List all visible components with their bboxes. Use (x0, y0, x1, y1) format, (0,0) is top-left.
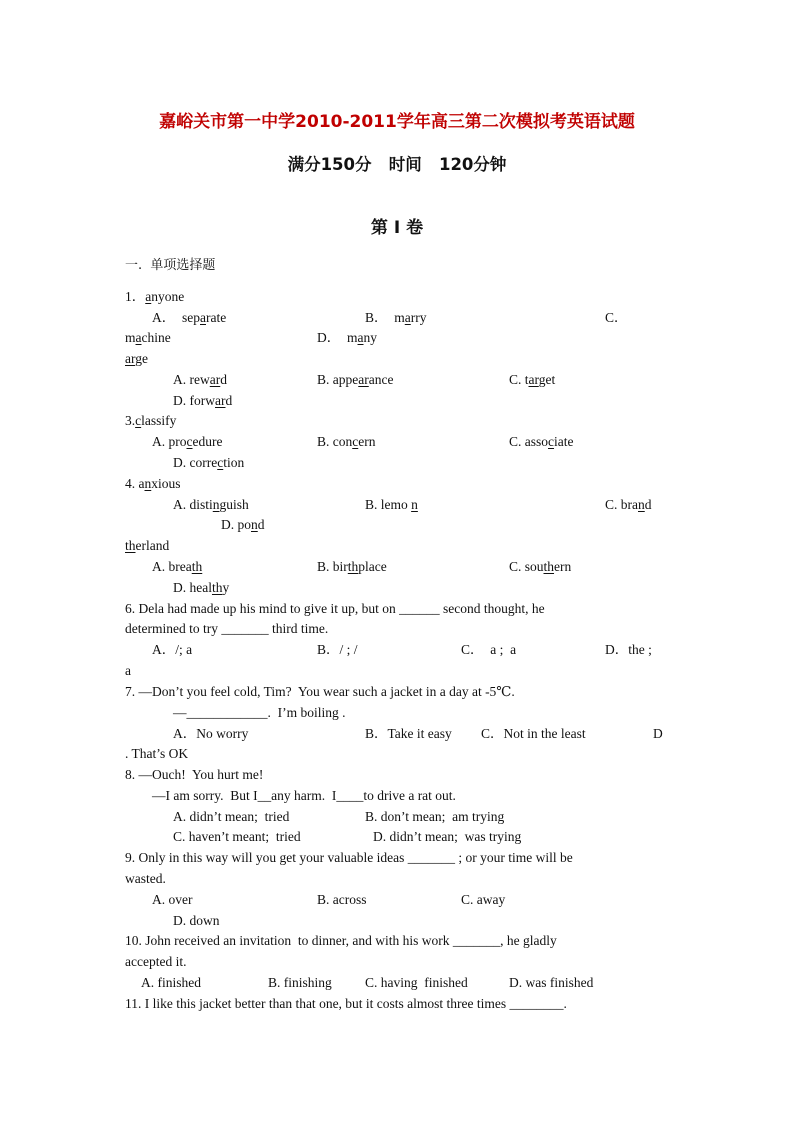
q8-option-b: B. don’t mean; am trying (365, 809, 505, 824)
q10-option-a: A. finished (141, 975, 201, 990)
question-6-line-1: 6. Dela had made up his mind to give it up, but on ______ second thought, he (125, 601, 545, 616)
question-10-line-1: 10. John received an invitation to dinner, and with his work _______, he gladly (125, 933, 557, 948)
q4-option-b: B. lemo n (365, 497, 418, 512)
question-4-stem: 4. anxious (125, 476, 181, 491)
exam-title: 嘉峪关市第一中学2010-2011学年高三第二次模拟考英语试题 (159, 112, 635, 132)
q2-option-d: D. forward (173, 393, 233, 408)
q3-option-d: D. correction (173, 455, 245, 470)
q5-option-c: C. southern (509, 559, 572, 574)
q9-option-b: B. across (317, 892, 367, 907)
question-3-stem: 3.classify (125, 413, 177, 428)
q1-option-c-text: machine (125, 330, 171, 345)
q3-option-a: A. procedure (152, 434, 223, 449)
q4-option-d: D. pond (221, 517, 265, 532)
q5-option-d: D. healthy (173, 580, 230, 595)
q7-option-c: C．Not in the least (481, 726, 586, 741)
q6-option-a: A．/; a (152, 642, 193, 657)
q6-option-c: C． a ; a (461, 642, 517, 657)
q6-option-d: D．the ; (605, 642, 652, 657)
q1-option-b: B． marry (365, 310, 427, 325)
question-10-line-2: accepted it. (125, 954, 187, 969)
question-6-line-2: determined to try _______ third time. (125, 621, 329, 636)
q2-option-a: A. reward (173, 372, 227, 387)
question-8-reply: —I am sorry. But I__any harm. I____to drive a rat out. (152, 788, 456, 803)
q2-option-b: B. appearance (317, 372, 394, 387)
q9-option-d: D. down (173, 913, 220, 928)
q10-option-b: B. finishing (268, 975, 332, 990)
q10-option-c: C. having finished (365, 975, 468, 990)
q1-option-d: D． many (317, 330, 377, 345)
q5-option-a: A. breath (152, 559, 203, 574)
q2-option-c: C. target (509, 372, 556, 387)
q6-option-d-cont: a (125, 663, 131, 678)
q8-option-c: C. haven’t meant; tried (173, 829, 301, 844)
question-5-stem: therland (125, 538, 170, 553)
q8-option-a: A. didn’t mean; tried (173, 809, 290, 824)
question-8-line-1: 8. —Ouch! You hurt me! (125, 767, 264, 782)
q8-option-d: D. didn’t mean; was trying (373, 829, 522, 844)
q4-option-c: C. brand (605, 497, 652, 512)
q6-option-b: B．/ ; / (317, 642, 358, 657)
q3-option-b: B. concern (317, 434, 376, 449)
q5-option-b: B. birthplace (317, 559, 387, 574)
question-11-line-1: 11. I like this jacket better than that one, but it costs almost three times ________. (125, 996, 567, 1011)
exam-subtitle: 满分150分 时间 120分钟 (287, 155, 507, 174)
q9-option-c: C. away (461, 892, 506, 907)
q4-option-a: A. distinguish (173, 497, 249, 512)
q9-option-a: A. over (152, 892, 193, 907)
q7-option-b: B．Take it easy (365, 726, 452, 741)
q1-option-c-letter: C． (605, 310, 628, 325)
question-1-stem: 1．anyone (125, 289, 185, 304)
q1-option-a: A． separate (152, 310, 227, 325)
q7-option-d-letter: D (653, 726, 663, 741)
q3-option-c: C. associate (509, 434, 574, 449)
q7-option-a: A．No worry (173, 726, 249, 741)
q10-option-d: D. was finished (509, 975, 594, 990)
volume-heading: 第 I 卷 (370, 218, 424, 238)
question-7-reply: —____________. I’m boiling . (173, 705, 346, 720)
question-9-line-2: wasted. (125, 871, 166, 886)
q7-option-d-text: . That’s OK (125, 746, 189, 761)
question-9-line-1: 9. Only in this way will you get your valuable ideas _______ ; or your time will be (125, 850, 573, 865)
section-heading: 一. 单项选择题 (125, 258, 216, 273)
question-7-line-1: 7. —Don’t you feel cold, Tim? You wear such a jacket in a day at -5℃. (125, 684, 515, 699)
question-2-stem: arge (125, 351, 148, 366)
